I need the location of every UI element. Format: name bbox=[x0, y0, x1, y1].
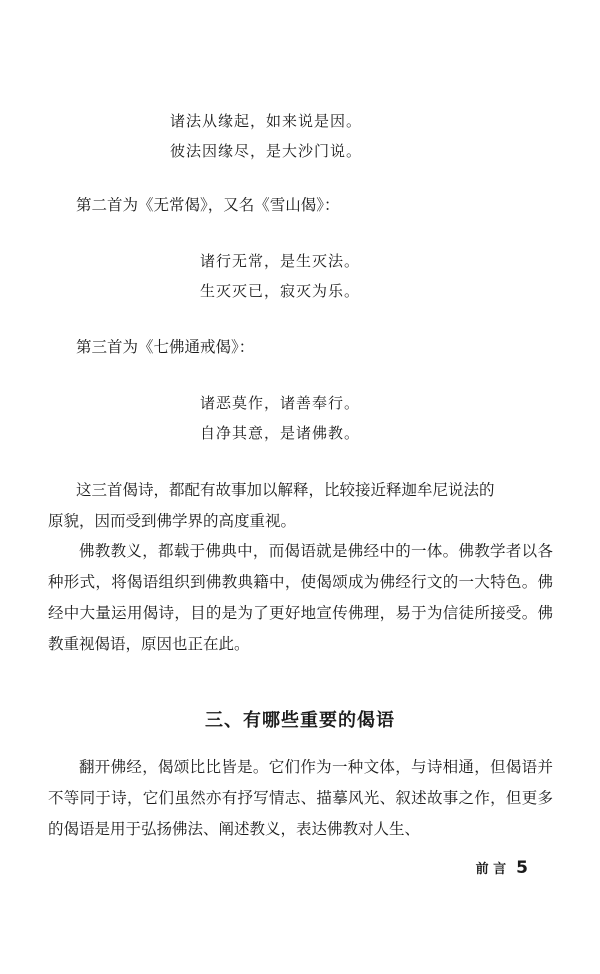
verse-line: 彼法因缘尽，是大沙门说。 bbox=[170, 142, 363, 160]
verse-line: 生灭灭已，寂灭为乐。 bbox=[200, 282, 361, 300]
verse-intro: 第二首为《无常偈》，又名《雪山偈》： bbox=[76, 196, 340, 214]
verse-line: 诸法从缘起，如来说是因。 bbox=[170, 112, 363, 130]
paragraph-line: 这三首偈诗，都配有故事加以解释，比较接近释迦牟尼说法的 bbox=[76, 481, 495, 499]
page-number: 5 bbox=[516, 858, 528, 878]
verse-intro: 第三首为《七佛通戒偈》： bbox=[76, 338, 255, 356]
verse-line: 自净其意，是诸佛教。 bbox=[200, 424, 361, 442]
section-heading: 三、有哪些重要的偈语 bbox=[205, 710, 395, 731]
paragraph: 佛教教义，都载于佛典中，而偈语就是佛经中的一体。佛教学者以各种形式，将偈语组织到佛教典籍中，使偈颂成为佛经行文的一大特色。佛经中大量运用偈诗，目的是为了更好地宣传佛理，易于为信徒所接受。佛教重视偈语，原因也正在此。 bbox=[48, 542, 553, 653]
running-head: 前 言 bbox=[475, 862, 507, 877]
verse-line: 诸恶莫作，诸善奉行。 bbox=[200, 394, 361, 412]
paragraph-line: 原貌，因而受到佛学界的高度重视。 bbox=[48, 512, 297, 530]
paragraph: 翻开佛经，偈颂比比皆是。它们作为一种文体，与诗相通，但偈语并不等同于诗，它们虽然亦有抒写情志、描摹风光、叙述故事之作，但更多的偈语是用于弘扬佛法、阐述教义，表达佛教对人生、 bbox=[48, 758, 553, 838]
verse-line: 诸行无常，是生灭法。 bbox=[200, 252, 361, 270]
page-footer bbox=[476, 858, 528, 878]
